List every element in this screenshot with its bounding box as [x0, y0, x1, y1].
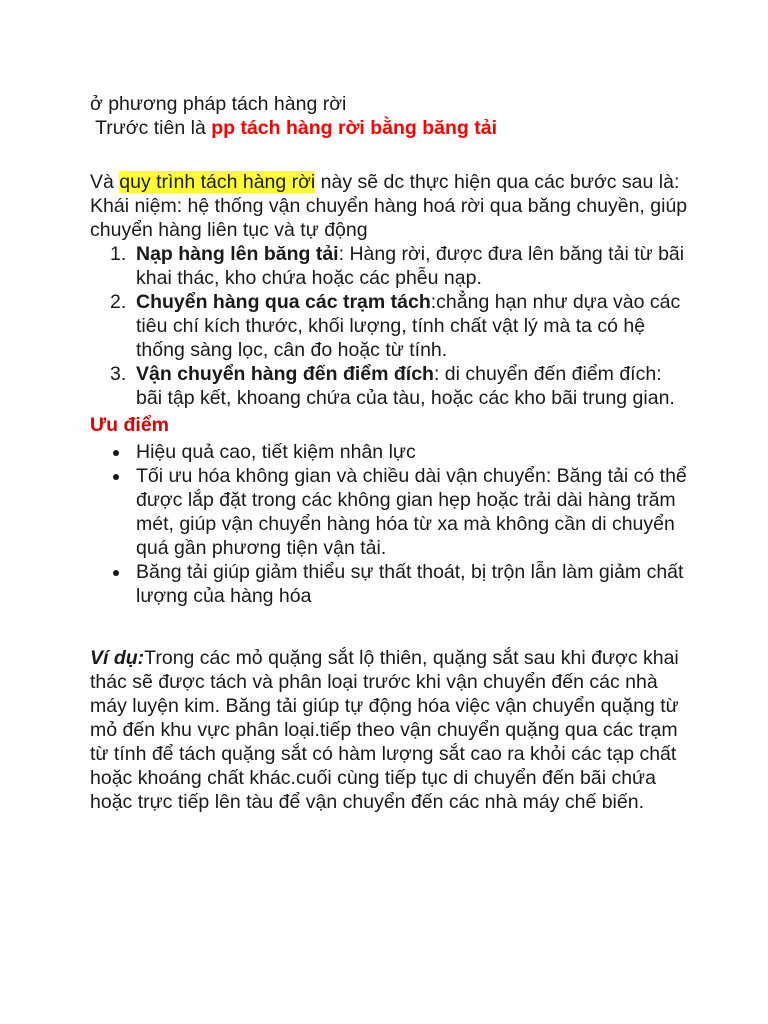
intro-line	[90, 92, 690, 116]
intro-prefix: Trước tiên là	[90, 117, 212, 139]
example-label: Ví dụ:	[90, 647, 145, 669]
process-prefix: Và	[90, 171, 120, 193]
advantages-list	[90, 440, 690, 608]
example-paragraph	[90, 646, 690, 814]
list-item	[90, 362, 690, 410]
list-item	[90, 290, 690, 362]
bullet-icon	[113, 450, 119, 456]
list-number: 3.	[110, 363, 127, 385]
bullet-icon	[113, 570, 119, 576]
advantages-heading: Ưu điểm	[90, 414, 170, 436]
list-item	[90, 242, 690, 290]
document-page	[90, 92, 690, 814]
spacer	[90, 608, 690, 646]
concept-paragraph: Khái niệm: hệ thống vận chuyển hàng hoá rời qua băng chuyền, giúp chuyển hàng liên tục và tự động	[90, 195, 688, 241]
advantage-text: Tối ưu hóa không gian và chiều dài vận chuyển: Băng tải có thể được lắp đặt trong các không gian hẹp hoặc trải dài hàng trăm mét, giúp vận chuyển hàng hóa từ xa mà không cần di chuyển quá gần phương tiện vận tải.	[136, 465, 687, 559]
advantage-text: Băng tải giúp giảm thiểu sự thất thoát, bị trộn lẫn làm giảm chất lượng của hàng hóa	[136, 561, 684, 607]
step-text: : di chuyển đến điểm đích: bãi tập kết, khoang chứa của tàu, hoặc các kho bãi trung gian.	[136, 363, 675, 409]
process-highlight: quy trình tách hàng rời	[119, 171, 316, 193]
spacer	[90, 140, 690, 170]
step-title: Chuyển hàng qua các trạm tách	[136, 291, 431, 313]
step-title: Nạp hàng lên băng tải	[136, 243, 339, 265]
process-paragraph	[90, 170, 690, 194]
list-item	[90, 464, 690, 560]
advantage-text: Hiệu quả cao, tiết kiệm nhân lực	[136, 441, 416, 463]
step-title: Vận chuyển hàng đến điểm đích	[136, 363, 434, 385]
method-title: pp tách hàng rời bằng băng tải	[211, 117, 498, 139]
intro-text: ở phương pháp tách hàng rời	[90, 93, 347, 115]
list-item	[90, 560, 690, 608]
bullet-icon	[113, 474, 119, 480]
intro-line-2	[90, 116, 690, 140]
example-text: Trong các mỏ quặng sắt lộ thiên, quặng sắt sau khi được khai thác sẽ được tách và phân loại trước khi vận chuyển đến các nhà máy luyện kim. Băng tải giúp tự động hóa việc vận chuyển quặng từ mỏ đến khu vực phân loại.tiếp theo vận chuyển quặng qua các trạm từ tính để tách quặng sắt có hàm lượng sắt cao ra khỏi các tạp chất hoặc khoáng chất khác.cuối cùng tiếp tục di chuyển đến bãi chứa hoặc trực tiếp lên tàu để vận chuyển đến các nhà máy chế biến.	[90, 647, 679, 813]
step-text: : Hàng rời, được đưa lên băng tải từ bãi khai thác, kho chứa hoặc các phễu nạp.	[136, 243, 685, 289]
list-item	[90, 440, 690, 464]
list-number: 2.	[110, 291, 127, 313]
steps-list	[90, 242, 690, 410]
process-suffix: này sẽ dc thực hiện qua các bước sau là:	[315, 171, 680, 193]
list-number: 1.	[110, 243, 127, 265]
step-text: :chẳng hạn như dựa vào các tiêu chí kích thước, khối lượng, tính chất vật lý mà ta có hệ thống sàng lọc, cân đo hoặc từ tính.	[136, 291, 681, 361]
